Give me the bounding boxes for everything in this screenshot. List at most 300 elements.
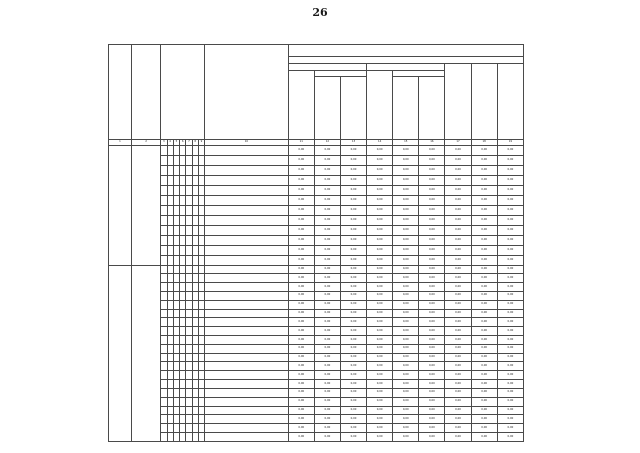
value-cell: 0,00 (419, 371, 445, 380)
value-cell: 0,00 (367, 145, 393, 155)
value-cell: 0,00 (445, 424, 471, 433)
row-label-cell (205, 235, 289, 245)
value-cell: 0,00 (288, 362, 314, 371)
value-cell: 0,00 (419, 397, 445, 406)
value-cell: 0,00 (393, 415, 419, 424)
value-cell: 0,00 (288, 205, 314, 215)
value-cell: 0,00 (471, 432, 497, 441)
value-cell: 0,00 (314, 318, 340, 327)
value-cell: 0,00 (367, 388, 393, 397)
value-cell: 0,00 (367, 318, 393, 327)
value-cell: 0,00 (419, 255, 445, 265)
table-row (109, 344, 524, 353)
value-cell: 0,00 (314, 344, 340, 353)
value-cell: 0,00 (288, 397, 314, 406)
value-cell: 0,00 (288, 245, 314, 255)
value-cell: 0,00 (314, 336, 340, 345)
value-cell: 0,00 (471, 309, 497, 318)
value-cell: 0,00 (367, 415, 393, 424)
column-index-cell: 19 (497, 140, 523, 146)
row-label-cell (205, 415, 289, 424)
value-cell: 0,00 (367, 432, 393, 441)
value-cell: 0,00 (367, 165, 393, 175)
value-cell: 0,00 (288, 380, 314, 389)
value-cell: 0,00 (445, 432, 471, 441)
value-cell: 0,00 (367, 353, 393, 362)
row-label-cell (205, 225, 289, 235)
value-cell: 0,00 (471, 245, 497, 255)
value-cell: 0,00 (471, 362, 497, 371)
column-index-cell: 17 (445, 140, 471, 146)
value-cell: 0,00 (340, 371, 366, 380)
value-cell: 0,00 (419, 145, 445, 155)
value-cell: 0,00 (288, 195, 314, 205)
table-row (109, 274, 524, 283)
value-cell: 0,00 (419, 165, 445, 175)
row-label-cell (205, 336, 289, 345)
value-cell: 0,00 (367, 175, 393, 185)
value-cell: 0,00 (314, 215, 340, 225)
value-cell: 0,00 (367, 274, 393, 283)
value-cell: 0,00 (340, 265, 366, 274)
budget-table (108, 44, 524, 442)
value-cell: 0,00 (340, 205, 366, 215)
value-cell: 0,00 (393, 300, 419, 309)
value-cell: 0,00 (419, 175, 445, 185)
value-cell: 0,00 (340, 155, 366, 165)
value-cell: 0,00 (393, 274, 419, 283)
value-cell: 0,00 (314, 205, 340, 215)
value-cell: 0,00 (314, 424, 340, 433)
value-cell: 0,00 (288, 291, 314, 300)
value-cell: 0,00 (393, 397, 419, 406)
value-cell: 0,00 (497, 380, 523, 389)
value-cell: 0,00 (393, 291, 419, 300)
value-cell: 0,00 (288, 225, 314, 235)
value-cell: 0,00 (314, 195, 340, 205)
value-cell: 0,00 (419, 215, 445, 225)
value-cell: 0,00 (497, 353, 523, 362)
value-cell: 0,00 (340, 432, 366, 441)
value-cell: 0,00 (367, 185, 393, 195)
row-label-cell (205, 362, 289, 371)
header-sub-d (367, 70, 393, 140)
value-cell: 0,00 (314, 380, 340, 389)
value-cell: 0,00 (393, 318, 419, 327)
value-cell: 0,00 (367, 205, 393, 215)
row-label-cell (205, 432, 289, 441)
value-cell: 0,00 (393, 245, 419, 255)
value-cell: 0,00 (314, 175, 340, 185)
table-row (109, 265, 524, 274)
value-cell: 0,00 (314, 291, 340, 300)
value-cell: 0,00 (288, 300, 314, 309)
value-cell: 0,00 (471, 415, 497, 424)
value-cell: 0,00 (340, 344, 366, 353)
value-cell: 0,00 (393, 225, 419, 235)
table-row (109, 415, 524, 424)
column-index-cell: 9 (198, 140, 204, 146)
header-of-which (288, 56, 523, 63)
value-cell: 0,00 (471, 175, 497, 185)
value-cell: 0,00 (471, 283, 497, 292)
value-cell: 0,00 (340, 225, 366, 235)
value-cell: 0,00 (471, 318, 497, 327)
value-cell: 0,00 (419, 265, 445, 274)
value-cell: 0,00 (340, 388, 366, 397)
value-cell: 0,00 (340, 274, 366, 283)
value-cell: 0,00 (445, 274, 471, 283)
value-cell: 0,00 (445, 300, 471, 309)
header-sub-c (340, 77, 366, 140)
value-cell: 0,00 (445, 265, 471, 274)
value-cell: 0,00 (497, 432, 523, 441)
header-year-2017 (288, 63, 366, 70)
value-cell: 0,00 (340, 406, 366, 415)
header-sub-f (419, 77, 445, 140)
value-cell: 0,00 (340, 215, 366, 225)
table-row (109, 300, 524, 309)
value-cell: 0,00 (340, 424, 366, 433)
value-cell: 0,00 (445, 362, 471, 371)
value-cell: 0,00 (288, 327, 314, 336)
header-year-2021 (497, 63, 523, 140)
value-cell: 0,00 (367, 225, 393, 235)
value-cell: 0,00 (340, 327, 366, 336)
header-sub-a (288, 70, 314, 140)
value-cell: 0,00 (393, 235, 419, 245)
table-row (109, 185, 524, 195)
value-cell: 0,00 (367, 195, 393, 205)
row-label-cell (205, 215, 289, 225)
row-label-cell (205, 424, 289, 433)
value-cell: 0,00 (471, 215, 497, 225)
value-cell: 0,00 (497, 397, 523, 406)
value-cell: 0,00 (497, 235, 523, 245)
value-cell: 0,00 (497, 371, 523, 380)
table-row (109, 327, 524, 336)
value-cell: 0,00 (340, 397, 366, 406)
table-row (109, 371, 524, 380)
value-cell: 0,00 (340, 185, 366, 195)
value-cell: 0,00 (393, 283, 419, 292)
column-index-cell: 11 (288, 140, 314, 146)
row-label-cell (205, 205, 289, 215)
value-cell: 0,00 (445, 235, 471, 245)
value-cell: 0,00 (419, 155, 445, 165)
value-cell: 0,00 (419, 283, 445, 292)
value-cell: 0,00 (471, 344, 497, 353)
row-label-cell (205, 175, 289, 185)
value-cell: 0,00 (288, 406, 314, 415)
table-row (109, 175, 524, 185)
value-cell: 0,00 (288, 309, 314, 318)
value-cell: 0,00 (497, 155, 523, 165)
value-cell: 0,00 (314, 145, 340, 155)
value-cell: 0,00 (497, 415, 523, 424)
column-index-cell: 2 (131, 140, 160, 146)
value-cell: 0,00 (314, 225, 340, 235)
header-indicator (205, 45, 289, 140)
value-cell: 0,00 (445, 195, 471, 205)
value-cell: 0,00 (471, 300, 497, 309)
value-cell: 0,00 (314, 415, 340, 424)
table-row (109, 195, 524, 205)
value-cell: 0,00 (340, 309, 366, 318)
value-cell: 0,00 (419, 274, 445, 283)
value-cell: 0,00 (445, 175, 471, 185)
value-cell: 0,00 (497, 336, 523, 345)
value-cell: 0,00 (497, 344, 523, 353)
value-cell: 0,00 (497, 265, 523, 274)
value-cell: 0,00 (393, 145, 419, 155)
value-cell: 0,00 (445, 165, 471, 175)
value-cell: 0,00 (367, 380, 393, 389)
value-cell: 0,00 (393, 353, 419, 362)
value-cell: 0,00 (471, 225, 497, 235)
value-cell: 0,00 (393, 424, 419, 433)
value-cell: 0,00 (419, 245, 445, 255)
value-cell: 0,00 (340, 145, 366, 155)
value-cell: 0,00 (445, 397, 471, 406)
value-cell: 0,00 (471, 255, 497, 265)
value-cell: 0,00 (419, 344, 445, 353)
value-cell: 0,00 (445, 291, 471, 300)
value-cell: 0,00 (367, 291, 393, 300)
value-cell: 0,00 (288, 336, 314, 345)
value-cell: 0,00 (367, 406, 393, 415)
value-cell: 0,00 (445, 283, 471, 292)
value-cell: 0,00 (419, 424, 445, 433)
value-cell: 0,00 (419, 362, 445, 371)
value-cell: 0,00 (419, 309, 445, 318)
value-cell: 0,00 (393, 195, 419, 205)
value-cell: 0,00 (367, 300, 393, 309)
table-row (109, 424, 524, 433)
header-program-name (131, 45, 160, 140)
value-cell: 0,00 (471, 195, 497, 205)
value-cell: 0,00 (419, 353, 445, 362)
value-cell: 0,00 (314, 155, 340, 165)
value-cell: 0,00 (288, 388, 314, 397)
value-cell: 0,00 (367, 235, 393, 245)
value-cell: 0,00 (367, 344, 393, 353)
row-label-cell (205, 155, 289, 165)
row-program-cell (131, 145, 160, 265)
table-row (109, 255, 524, 265)
value-cell: 0,00 (419, 415, 445, 424)
value-cell: 0,00 (393, 327, 419, 336)
value-cell: 0,00 (497, 300, 523, 309)
column-index-cell: 16 (419, 140, 445, 146)
column-index-cell: 7 (186, 140, 192, 146)
value-cell: 0,00 (497, 245, 523, 255)
table-row (109, 397, 524, 406)
value-cell: 0,00 (314, 185, 340, 195)
row-program-cell (131, 265, 160, 441)
value-cell: 0,00 (419, 235, 445, 245)
value-cell: 0,00 (288, 344, 314, 353)
value-cell: 0,00 (471, 406, 497, 415)
value-cell: 0,00 (445, 155, 471, 165)
value-cell: 0,00 (471, 371, 497, 380)
value-cell: 0,00 (367, 327, 393, 336)
value-cell: 0,00 (471, 205, 497, 215)
value-cell: 0,00 (314, 245, 340, 255)
value-cell: 0,00 (314, 255, 340, 265)
row-label-cell (205, 309, 289, 318)
value-cell: 0,00 (497, 388, 523, 397)
value-cell: 0,00 (314, 432, 340, 441)
value-cell: 0,00 (471, 397, 497, 406)
column-index-cell: 14 (367, 140, 393, 146)
value-cell: 0,00 (445, 327, 471, 336)
value-cell: 0,00 (288, 274, 314, 283)
header-sub-b (314, 77, 340, 140)
row-label-cell (205, 380, 289, 389)
value-cell: 0,00 (393, 215, 419, 225)
value-cell: 0,00 (497, 318, 523, 327)
value-cell: 0,00 (419, 318, 445, 327)
value-cell: 0,00 (367, 371, 393, 380)
value-cell: 0,00 (419, 291, 445, 300)
value-cell: 0,00 (497, 175, 523, 185)
value-cell: 0,00 (393, 388, 419, 397)
value-cell: 0,00 (471, 327, 497, 336)
value-cell: 0,00 (471, 380, 497, 389)
row-label-cell (205, 397, 289, 406)
value-cell: 0,00 (314, 300, 340, 309)
column-index-cell: 15 (393, 140, 419, 146)
value-cell: 0,00 (340, 336, 366, 345)
table-row (109, 205, 524, 215)
value-cell: 0,00 (471, 291, 497, 300)
value-cell: 0,00 (419, 195, 445, 205)
value-cell: 0,00 (471, 185, 497, 195)
value-cell: 0,00 (497, 195, 523, 205)
value-cell: 0,00 (471, 155, 497, 165)
value-cell: 0,00 (367, 397, 393, 406)
value-cell: 0,00 (367, 155, 393, 165)
table-row (109, 353, 524, 362)
value-cell: 0,00 (445, 380, 471, 389)
value-cell: 0,00 (314, 388, 340, 397)
row-label-cell (205, 300, 289, 309)
column-index-cell: 13 (340, 140, 366, 146)
value-cell: 0,00 (497, 291, 523, 300)
value-cell: 0,00 (367, 336, 393, 345)
value-cell: 0,00 (340, 415, 366, 424)
header-code (161, 45, 205, 140)
value-cell: 0,00 (314, 165, 340, 175)
value-cell: 0,00 (497, 274, 523, 283)
value-cell: 0,00 (314, 406, 340, 415)
row-label-cell (205, 371, 289, 380)
value-cell: 0,00 (393, 185, 419, 195)
value-cell: 0,00 (340, 291, 366, 300)
value-cell: 0,00 (497, 255, 523, 265)
value-cell: 0,00 (445, 245, 471, 255)
value-cell: 0,00 (314, 235, 340, 245)
value-cell: 0,00 (445, 318, 471, 327)
value-cell: 0,00 (471, 274, 497, 283)
table-row (109, 388, 524, 397)
value-cell: 0,00 (445, 388, 471, 397)
value-cell: 0,00 (314, 274, 340, 283)
value-cell: 0,00 (288, 215, 314, 225)
column-index-cell: 4 (167, 140, 173, 146)
row-status-cell (109, 145, 132, 265)
table-row (109, 225, 524, 235)
value-cell: 0,00 (393, 155, 419, 165)
value-cell: 0,00 (340, 245, 366, 255)
value-cell: 0,00 (471, 353, 497, 362)
value-cell: 0,00 (445, 353, 471, 362)
value-cell: 0,00 (340, 318, 366, 327)
row-label-cell (205, 255, 289, 265)
value-cell: 0,00 (445, 336, 471, 345)
value-cell: 0,00 (288, 371, 314, 380)
value-cell: 0,00 (340, 283, 366, 292)
row-label-cell (205, 406, 289, 415)
value-cell: 0,00 (445, 371, 471, 380)
value-cell: 0,00 (497, 215, 523, 225)
row-label-cell (205, 165, 289, 175)
value-cell: 0,00 (393, 406, 419, 415)
value-cell: 0,00 (393, 165, 419, 175)
column-index-cell: 6 (180, 140, 186, 146)
table-row (109, 165, 524, 175)
row-label-cell (205, 353, 289, 362)
value-cell: 0,00 (340, 165, 366, 175)
value-cell: 0,00 (445, 255, 471, 265)
value-cell: 0,00 (314, 371, 340, 380)
value-cell: 0,00 (288, 165, 314, 175)
value-cell: 0,00 (340, 195, 366, 205)
header-year-2018 (367, 63, 445, 70)
table-row (109, 145, 524, 155)
value-cell: 0,00 (445, 225, 471, 235)
table-row (109, 336, 524, 345)
value-cell: 0,00 (393, 336, 419, 345)
value-cell: 0,00 (288, 185, 314, 195)
value-cell: 0,00 (419, 225, 445, 235)
value-cell: 0,00 (445, 185, 471, 195)
value-cell: 0,00 (445, 406, 471, 415)
value-cell: 0,00 (419, 432, 445, 441)
value-cell: 0,00 (497, 309, 523, 318)
value-cell: 0,00 (471, 336, 497, 345)
value-cell: 0,00 (497, 424, 523, 433)
value-cell: 0,00 (314, 362, 340, 371)
value-cell: 0,00 (288, 283, 314, 292)
value-cell: 0,00 (367, 215, 393, 225)
row-label-cell (205, 327, 289, 336)
table-row (109, 362, 524, 371)
header-status (109, 45, 132, 140)
value-cell: 0,00 (340, 362, 366, 371)
value-cell: 0,00 (393, 175, 419, 185)
value-cell: 0,00 (393, 255, 419, 265)
page-number: 26 (312, 6, 328, 19)
table-row (109, 432, 524, 441)
column-index-cell: 10 (205, 140, 289, 146)
column-index-cell: 12 (314, 140, 340, 146)
table-row (109, 318, 524, 327)
row-label-cell (205, 274, 289, 283)
value-cell: 0,00 (288, 235, 314, 245)
table-row (109, 406, 524, 415)
